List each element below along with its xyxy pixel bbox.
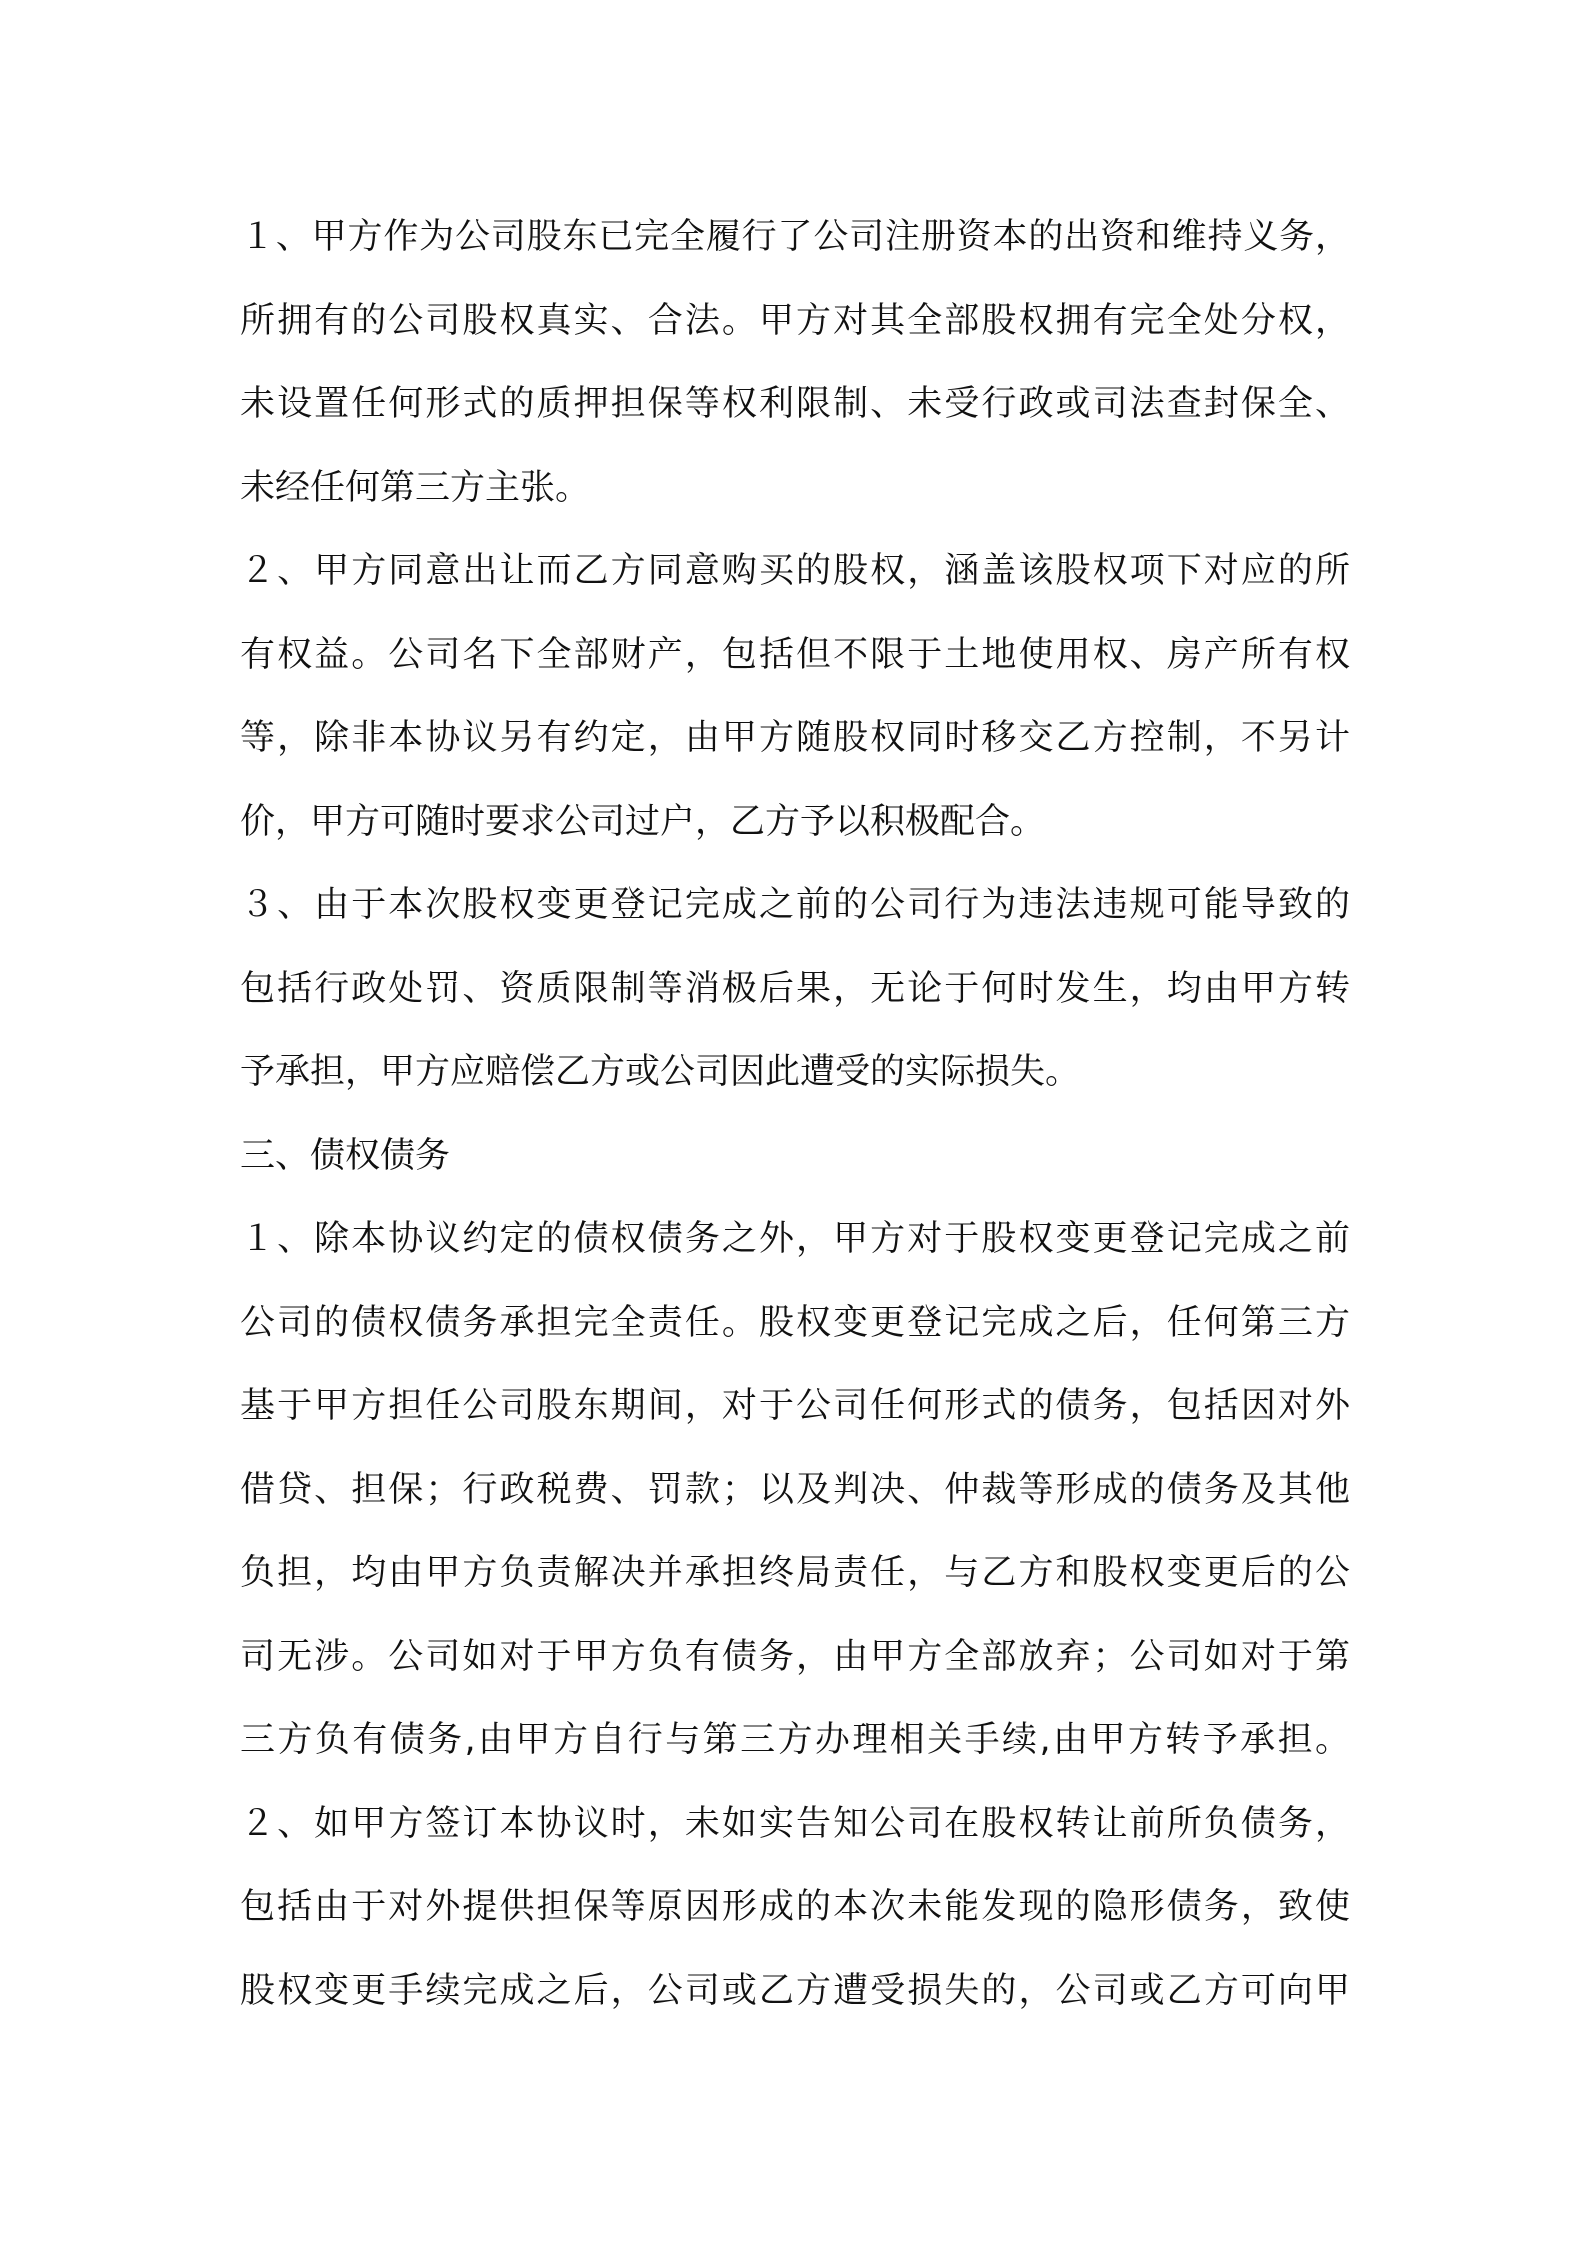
text-line: 三方负有债务,由甲方自行与第三方办理相关手续,由甲方转予承担。 <box>240 1720 1350 1760</box>
text-line: 股权变更手续完成之后，公司或乙方遭受损失的，公司或乙方可向甲 <box>240 1970 1350 2011</box>
text-line: 包括行政处罚、资质限制等消极后果，无论于何时发生，均由甲方转 <box>240 968 1350 1009</box>
text-line: 公司的债权债务承担完全责任。股权变更登记完成之后，任何第三方 <box>240 1302 1350 1343</box>
text-line: 未设置任何形式的质押担保等权利限制、未受行政或司法查封保全、 <box>240 384 1350 424</box>
text-line: １、甲方作为公司股东已完全履行了公司注册资本的出资和维持义务， <box>240 217 1350 257</box>
text-line: ３、由于本次股权变更登记完成之前的公司行为违法违规可能导致的 <box>240 885 1350 925</box>
text-line: 有权益。公司名下全部财产，包括但不限于土地使用权、房产所有权 <box>240 634 1350 675</box>
text-line: 基于甲方担任公司股东期间，对于公司任何形式的债务，包括因对外 <box>240 1386 1350 1426</box>
document-body <box>240 196 1350 2033</box>
text-line: 负担，均由甲方负责解决并承担终局责任，与乙方和股权变更后的公 <box>240 1553 1350 1593</box>
text-line: 司无涉。公司如对于甲方负有债务，由甲方全部放弃；公司如对于第 <box>240 1636 1350 1677</box>
text-line: ２、甲方同意出让而乙方同意购买的股权，涵盖该股权项下对应的所 <box>240 551 1350 591</box>
text-line: 借贷、担保；行政税费、罚款；以及判决、仲裁等形成的债务及其他 <box>240 1469 1350 1510</box>
text-line: 包括由于对外提供担保等原因形成的本次未能发现的隐形债务，致使 <box>240 1887 1350 1927</box>
text-line: 所拥有的公司股权真实、合法。甲方对其全部股权拥有完全处分权， <box>240 300 1350 341</box>
text-line: １、除本协议约定的债权债务之外，甲方对于股权变更登记完成之前 <box>240 1219 1350 1259</box>
section-heading: 三、债权债务 <box>240 1135 451 1176</box>
text-line: 等，除非本协议另有约定，由甲方随股权同时移交乙方控制，不另计 <box>240 718 1350 758</box>
text-line: 予承担，甲方应赔偿乙方或公司因此遭受的实际损失。 <box>240 1052 1081 1092</box>
text-line: ２、如甲方签订本协议时，未如实告知公司在股权转让前所负债务， <box>240 1803 1350 1844</box>
text-line: 未经任何第三方主张。 <box>240 467 591 508</box>
text-line: 价，甲方可随时要求公司过户，乙方予以积极配合。 <box>240 801 1046 842</box>
